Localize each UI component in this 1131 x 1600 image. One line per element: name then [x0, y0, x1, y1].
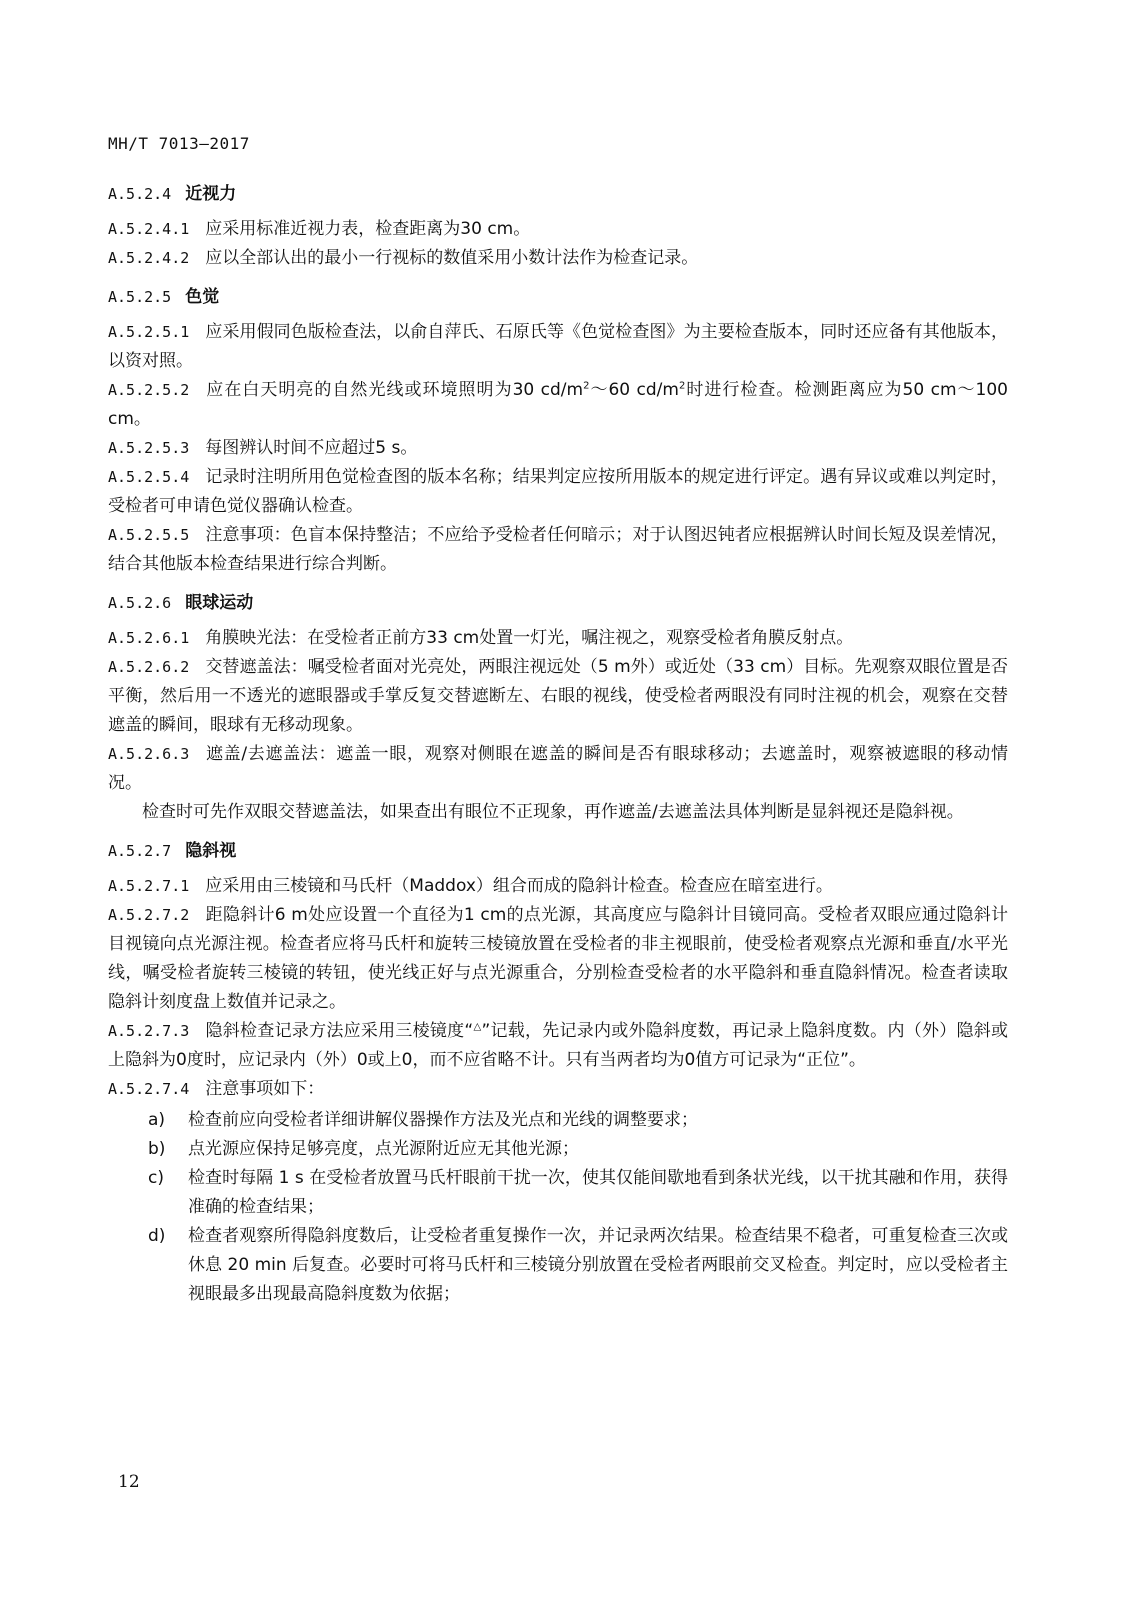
section-number: A.5.2.7 [108, 842, 172, 860]
clause-text: 注意事项如下： [205, 1079, 325, 1099]
section-number: A.5.2.6 [108, 594, 172, 612]
clause-number: A.5.2.4.2 [108, 249, 190, 267]
clause-text: 角膜映光法：在受检者正前方33 cm处置一灯光，嘱注视之，观察受检者角膜反射点。 [205, 628, 854, 648]
list-marker: c) [148, 1168, 164, 1188]
clause-number: A.5.2.7.4 [108, 1080, 190, 1098]
list-item-text: 点光源应保持足够亮度，点光源附近应无其他光源； [188, 1139, 579, 1159]
clause-number: A.5.2.5.4 [108, 468, 190, 486]
clause-number: A.5.2.5.5 [108, 526, 190, 544]
document-code: MH/T 7013—2017 [108, 134, 250, 153]
clause-paragraph [108, 376, 1008, 434]
list-marker: d) [148, 1226, 166, 1246]
clause-text: 应在白天明亮的自然光线或环境照明为30 cd/m [205, 380, 584, 400]
clause-paragraph [108, 434, 1008, 463]
section-title: 隐斜视 [185, 841, 237, 861]
list-marker: b) [148, 1139, 166, 1159]
clause-paragraph [108, 653, 1008, 740]
section-heading [108, 837, 1008, 866]
document-body [108, 180, 1008, 1309]
clause-text: 应采用假同色版检查法，以俞自萍氏、石原氏等《色觉检查图》为主要检查版本，同时还应备有其他版本，以资对照。 [108, 322, 1008, 371]
list-item [108, 1222, 1008, 1309]
clause-number: A.5.2.7.3 [108, 1022, 190, 1040]
clause-text: ”记载，先记录内或外隐斜度数，再记录上隐斜度数。内（外）隐斜或上隐斜为0度时，应记录内（外）0或上0，而不应省略不计。只有当两者均为0值方可记录为“正位”。 [108, 1021, 1008, 1070]
clause-text: 应以全部认出的最小一行视标的数值采用小数计法作为检查记录。 [205, 248, 699, 268]
section-title: 近视力 [185, 184, 237, 204]
clause-number: A.5.2.5.1 [108, 323, 190, 341]
clause-text: 遮盖/去遮盖法：遮盖一眼，观察对侧眼在遮盖的瞬间是否有眼球移动；去遮盖时，观察被遮眼的移动情况。 [108, 744, 1008, 793]
clause-text: 每图辨认时间不应超过5 s。 [205, 438, 418, 458]
item-list [108, 1106, 1008, 1309]
clause-paragraph [108, 872, 1008, 901]
clause-paragraph [108, 521, 1008, 579]
section-number: A.5.2.5 [108, 288, 172, 306]
list-item-text: 检查者观察所得隐斜度数后，让受检者重复操作一次，并记录两次结果。检查结果不稳者，可重复检查三次或休息 20 min 后复查。必要时可将马氏杆和三棱镜分别放置在受检者两眼前交叉检查。判定时，应以受检者主视眼最多出现最高隐斜度数为依据； [188, 1226, 1008, 1304]
clause-text: 隐斜检查记录方法应采用三棱镜度“ [205, 1021, 474, 1041]
clause-text: 距隐斜计6 m处应设置一个直径为1 cm的点光源，其高度应与隐斜计目镜同高。受检者双眼应通过隐斜计目视镜向点光源注视。检查者应将马氏杆和旋转三棱镜放置在受检者的非主视眼前，使受检者观察点光源和垂直/水平光线，嘱受检者旋转三棱镜的转钮，使光线正好与点光源重合，分别检查受检者的水平隐斜和垂直隐斜情况。检查者读取隐斜计刻度盘上数值并记录之。 [108, 905, 1008, 1012]
list-marker: a) [148, 1110, 166, 1130]
clause-text: ～60 cd/m [589, 380, 679, 400]
clause-number: A.5.2.6.3 [108, 745, 190, 763]
body-paragraph: 检查时可先作双眼交替遮盖法，如果查出有眼位不正现象，再作遮盖/去遮盖法具体判断是显斜视还是隐斜视。 [142, 802, 964, 822]
list-item [108, 1135, 1008, 1164]
section-heading [108, 180, 1008, 209]
clause-text: 时进行检查。检测距离应为50 cm～100 cm。 [108, 380, 1008, 429]
clause-paragraph [108, 1017, 1008, 1075]
page-number: 12 [118, 1472, 140, 1492]
clause-number: A.5.2.5.2 [108, 381, 190, 399]
clause-text: 交替遮盖法：嘱受检者面对光亮处，两眼注视远处（5 m外）或近处（33 cm）目标。先观察双眼位置是否平衡，然后用一不透光的遮眼器或手掌反复交替遮断左、右眼的视线，使受检者两眼没有同时注视的机会，观察在交替遮盖的瞬间，眼球有无移动现象。 [108, 657, 1008, 735]
clause-paragraph [108, 1075, 1008, 1104]
clause-text: 记录时注明所用色觉检查图的版本名称；结果判定应按所用版本的规定进行评定。遇有异议或难以判定时，受检者可申请色觉仪器确认检查。 [108, 467, 1008, 516]
clause-number: A.5.2.5.3 [108, 439, 190, 457]
list-item [108, 1164, 1008, 1222]
clause-number: A.5.2.7.2 [108, 906, 190, 924]
list-item-text: 检查时每隔 1 s 在受检者放置马氏杆眼前干扰一次，使其仅能间歇地看到条状光线，以干扰其融和作用，获得准确的检查结果； [188, 1168, 1008, 1217]
clause-paragraph [108, 740, 1008, 798]
clause-text: 应采用由三棱镜和马氏杆（Maddox）组合而成的隐斜计检查。检查应在暗室进行。 [205, 876, 833, 896]
clause-number: A.5.2.4.1 [108, 220, 190, 238]
clause-number: A.5.2.6.2 [108, 658, 190, 676]
section-heading [108, 283, 1008, 312]
section-title: 色觉 [185, 287, 220, 307]
clause-text: 注意事项：色盲本保持整洁；不应给予受检者任何暗示；对于认图迟钝者应根据辨认时间长短及误差情况，结合其他版本检查结果进行综合判断。 [108, 525, 1008, 574]
superscript: 2 [678, 380, 686, 392]
superscript: △ [473, 1021, 482, 1033]
clause-number: A.5.2.7.1 [108, 877, 190, 895]
clause-paragraph [108, 901, 1008, 1017]
clause-number: A.5.2.6.1 [108, 629, 190, 647]
clause-paragraph [108, 215, 1008, 244]
superscript: 2 [583, 380, 590, 392]
clause-paragraph [108, 318, 1008, 376]
clause-paragraph [108, 244, 1008, 273]
list-item [108, 1106, 1008, 1135]
section-heading [108, 589, 1008, 618]
clause-text: 应采用标准近视力表，检查距离为30 cm。 [205, 219, 531, 239]
list-item-text: 检查前应向受检者详细讲解仪器操作方法及光点和光线的调整要求； [188, 1110, 698, 1130]
clause-paragraph [108, 624, 1008, 653]
section-title: 眼球运动 [185, 593, 254, 613]
clause-paragraph [108, 463, 1008, 521]
section-number: A.5.2.4 [108, 185, 172, 203]
